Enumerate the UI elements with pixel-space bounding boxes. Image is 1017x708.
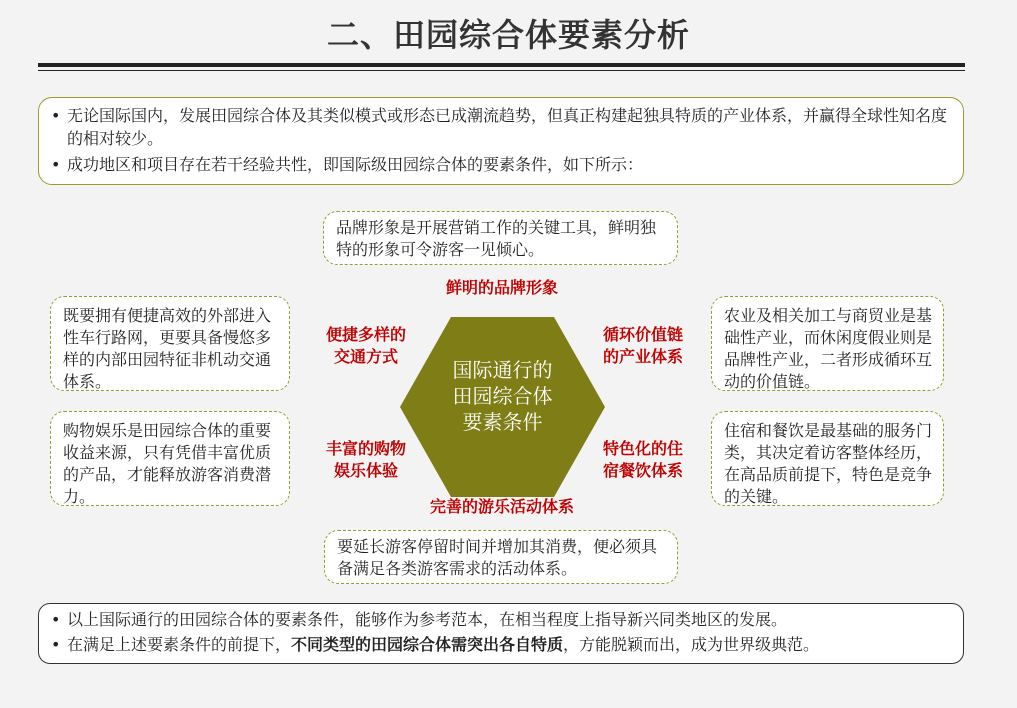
conclusion-bullet (51, 608, 949, 631)
conclusion-bullet (51, 633, 949, 656)
industry-label: 循环价值链 的产业体系 (602, 325, 683, 366)
intro-text-1: 无论国际国内，发展田园综合体及其类似模式或形态已成潮流趋势，但真正构建起独具特质的产业体系，并赢得全球性知名度的相对较少。 (67, 106, 948, 148)
bullet-dot-icon: • (51, 635, 61, 654)
conclusion-text-2-pre: 在满足上述要素条件的前提下， (67, 635, 292, 654)
title-rule-thin (38, 70, 965, 71)
page-title: 二、田园综合体要素分析 (326, 16, 690, 54)
intro-text-2: 成功地区和项目存在若干经验共性，即国际级田园综合体的要素条件，如下所示： (67, 155, 644, 174)
activity-desc-box: 要延长游客停留时间并增加其消费，便必须具备满足各类游客需求的活动体系。 (324, 530, 678, 584)
bullet-dot-icon: • (51, 610, 61, 629)
conclusion-box (38, 603, 964, 664)
shopping-label: 丰富的购物 娱乐体验 (325, 439, 406, 480)
bullet-dot-icon: • (51, 155, 61, 174)
industry-desc-box: 农业及相关加工与商贸业是基础性产业，而休闲度假业则是品牌性产业，二者形成循环互动的价值链。 (711, 296, 944, 391)
intro-bullet (51, 104, 949, 150)
title-rule-thick (38, 63, 965, 67)
shopping-desc-box: 购物娱乐是田园综合体的重要收益来源，只有凭借丰富优质的产品，才能释放游客消费潜力。 (50, 411, 290, 506)
bullet-dot-icon: • (51, 106, 61, 125)
transport-label: 便捷多样的 交通方式 (325, 325, 406, 366)
conclusion-text-1: 以上国际通行的田园综合体的要素条件，能够作为参考范本，在相当程度上指导新兴同类地区的发展。 (67, 610, 788, 629)
center-label: 国际通行的 田园综合体 要素条件 (452, 358, 553, 434)
lodging-label: 特色化的住 宿餐饮体系 (602, 439, 683, 480)
conclusion-text-2 (67, 633, 949, 656)
intro-bullet (51, 153, 949, 176)
conclusion-text-2-post: ，方能脱颖而出，成为世界级典范。 (563, 635, 820, 654)
lodging-desc-box: 住宿和餐饮是最基础的服务门类，其决定着访客整体经历，在高品质前提下，特色是竞争的关键。 (711, 411, 944, 506)
brand-label: 鲜明的品牌形象 (445, 278, 558, 297)
brand-desc-box: 品牌形象是开展营销工作的关键工具，鲜明独特的形象可令游客一见倾心。 (323, 211, 678, 265)
transport-desc-box: 既要拥有便捷高效的外部进入性车行路网，更要具备慢悠多样的内部田园特征非机动交通体系。 (50, 296, 290, 391)
activity-label: 完善的游乐活动体系 (429, 497, 574, 516)
conclusion-text-2-bold: 不同类型的田园综合体需突出各自特质 (291, 635, 564, 654)
intro-box (38, 97, 964, 185)
